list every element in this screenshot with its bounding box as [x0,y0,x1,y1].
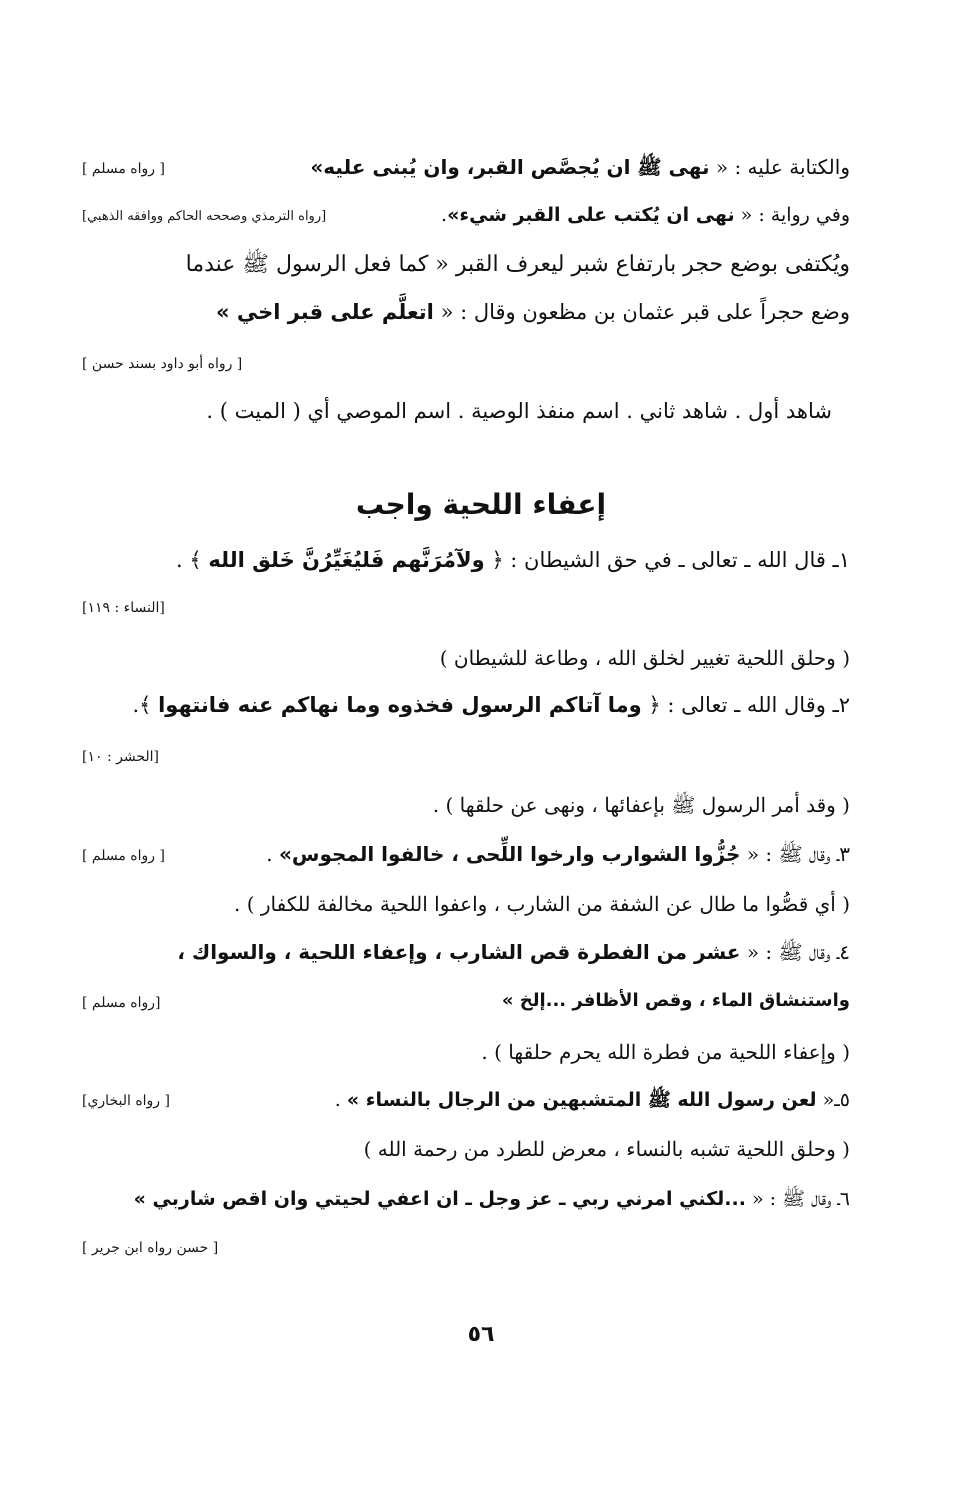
line-text: . [334,1089,347,1111]
line-text: . [441,204,448,226]
line-text: ٤ـ وقال ﷺ : « [740,940,850,964]
source-citation-11: [الحشر : ١٠] [82,749,160,765]
line-text: ﴾. [132,693,159,717]
page-number: ٥٦ [467,1322,495,1347]
body-line-6: شاهد أول . شاهد ثاني . اسم منفذ الوصية . اسم الموصي أي ( الميت ) . [206,399,832,423]
quran-quote: وما آتاكم الرسول فخذوه وما نهاكم عنه فانتهوا [158,693,642,717]
source-citation-5: [ رواه أبو داود بسند حسن ] [82,356,243,372]
hadith-quote: واستنشاق الماء ، وقص الأظافر ...إلخ » [501,990,850,1011]
line-text: وفي رواية : « [734,204,850,226]
line-text: ٣ـ وقال ﷺ : « [740,842,850,866]
body-line-14: ( أي قصُّوا ما طال عن الشفة من الشارب ، واعفوا اللحية مخالفة للكفار ) . [233,892,850,916]
hadith-quote: جُزُّوا الشوارب وارخوا اللِّحى ، خالفوا المجوس» [278,842,741,866]
section-heading: إعفاء اللحية واجب [355,488,607,521]
line-text: ٦ـ وقال ﷺ : « [745,1188,850,1210]
line-text: ١ـ قال الله ـ تعالى ـ في حق الشيطان : ﴿ [484,548,850,572]
source-citation: [رواه الترمذي وصححه الحاكم ووافقه الذهبي] [82,209,327,224]
line-1 [82,155,850,185]
hadith-quote: عشر من الفطرة قص الشارب ، وإعفاء اللحية ، والسواك ، [177,940,741,964]
line-2 [82,204,850,234]
source-citation: [ رواه مسلم ] [82,161,165,177]
line-18 [82,1088,850,1118]
body-line-4 [216,300,850,324]
source-citation: [رواه مسلم ] [82,995,161,1011]
verse-line-10 [132,693,850,717]
line-text: والكتابة عليه : « [709,155,850,179]
hadith-quote: نهى ان يُكتب على القبر شيء» [447,204,735,226]
line-text: . [266,842,279,866]
line-16 [82,990,850,1020]
source-citation-8: [النساء : ١١٩] [82,600,165,616]
body-line-19: ( وحلق اللحية تشبه بالنساء ، معرض للطرد من رحمة الله ) [363,1137,850,1161]
line-text: ﴾ . [176,548,209,572]
hadith-quote: نهى ﷺ ان يُجصَّص القبر، وان يُبنى عليه» [310,155,710,179]
hadith-quote: اتعلَّم على قبر اخي » [215,300,434,324]
body-line-3: ويُكتفى بوضع حجر بارتفاع شبر ليعرف القبر « كما فعل الرسول ﷺ عندما [185,252,850,277]
verse-line-7 [176,548,850,572]
hadith-quote: لعن رسول الله ﷺ المتشبهين من الرجال بالنساء » [346,1089,817,1111]
hadith-quote: ...لكني امرني ربي ـ عز وجل ـ ان اعفي لحيتي وان اقص شاربي » [133,1188,746,1210]
source-citation: [ رواه البخاري] [82,1093,170,1109]
line-13 [82,842,850,872]
line-text: ٢ـ وقال الله ـ تعالى : ﴿ [641,693,850,717]
body-line-9: ( وحلق اللحية تغيير لخلق الله ، وطاعة للشيطان ) [439,646,850,670]
source-citation-21: [ حسن رواه ابن جرير ] [82,1240,219,1256]
line-text: وضع حجراً على قبر عثمان بن مظعون وقال : « [433,300,850,324]
body-line-12: ( وقد أمر الرسول ﷺ بإعفائها ، ونهى عن حلقها ) . [432,793,850,817]
source-citation: [ رواه مسلم ] [82,848,165,864]
line-text: ٥ـ« [816,1089,850,1111]
body-line-15 [177,940,850,969]
body-line-17: ( وإعفاء اللحية من فطرة الله يحرم حلقها ) . [481,1040,850,1064]
body-line-20 [134,1187,850,1215]
quran-quote: ولآمُرَنَّهم فَليُغَيِّرُنَّ خَلق الله [208,548,485,572]
